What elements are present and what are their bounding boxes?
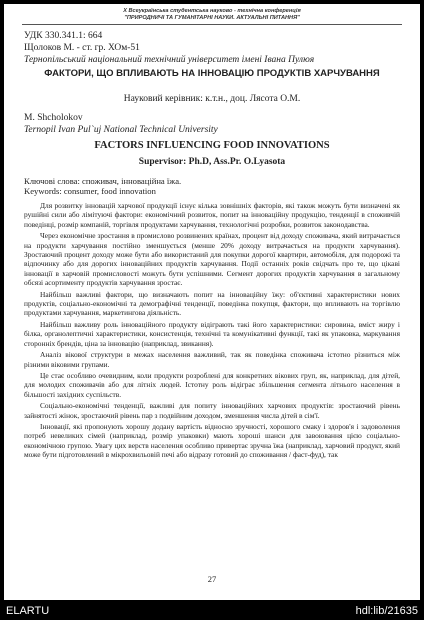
header-divider — [22, 24, 402, 25]
supervisor-uk: Науковий керівник: к.т.н., доц. Лясота О.М. — [123, 94, 301, 104]
paragraph: Це стає особливо очевидним, коли продукти розроблені для конкретних вікових груп, як, наприклад, для дітей, для молодих споживачів або для літніх людей. Істотну роль відіграє збільшення сегмента літнього населення в більшості західних суспільств. — [24, 370, 400, 399]
title-en: FACTORS INFLUENCING FOOD INNOVATIONS — [94, 140, 330, 151]
paragraph: Найбільш важливі фактори, що визначають попит на інноваційну їжу: об'єктивні характеристики нових продуктів, соціально-економічні та демографічні тенденції, поведінка покупця, фактори, що впливають на торгівлю продуктами харчування, маркетингова діяльність. — [24, 289, 400, 318]
paragraph: Аналіз вікової структури в межах населення важливий, так як поведінка споживача істотно різниться між різними віковими групами. — [24, 350, 400, 369]
affiliation-en: Ternopil Ivan Pul`uj National Technical University — [24, 125, 218, 135]
handle-label: hdl:lib/21635 — [355, 605, 418, 617]
keywords-en: Keywords: consumer, food innovation — [24, 186, 156, 196]
document-page — [4, 4, 420, 600]
repository-label: ELARTU — [6, 605, 50, 617]
paragraph: Соціально-економічні тенденції, важливі для попиту інноваційних харчових продуктів: зростаючий рівень зайнятості жінок, зростаючий рівень пар з подвійним доходом, зменшення числа дітей в сім'ї. — [24, 401, 400, 420]
conference-header — [4, 8, 420, 22]
supervisor-en: Supervisor: Ph.D, Ass.Pr. O.Lyasota — [138, 157, 286, 167]
page-number: 27 — [207, 574, 217, 584]
keywords-uk: Ключові слова: споживач, інноваційна їжа. — [24, 176, 182, 186]
body-text — [24, 201, 400, 462]
paragraph: Найбільш важливу роль інноваційного продукту відіграють такі його характеристики: сировина, вміст жиру і білка, органолептичні характеристики, консистенція, технічні та комунікативні функції, такі як упаковка, маркування сторонніх брендів, ціна за інновацію (наприклад, звикання). — [24, 319, 400, 348]
conference-header-line1: Х Всеукраїнська студентська науково - технічна конференція — [123, 8, 301, 14]
paragraph: Для розвитку інновацій харчової продукції існує кілька зовнішніх факторів, які також можуть бути визначені як рушійні сили або лімітуючі фактори: економічний розвиток, попит на інноваційну продукцію, тенденції в споживчій поведінці, розмір компаній, торгівля продуктами харчування, технологічні розробки, розвиток законодавства. — [24, 201, 400, 229]
paragraph: Через економічне зростання в промислово розвинених країнах, процент від доходу споживача, який витрачається на продукти харчування постійно зменшується (менше 20% доходу витрачається на продукти харчування). Зростаючий процент доходу може бути або використаний для покупки дорогої квартири, автомобіля, для подорожі та відпочинку або для дорогих інноваційних продуктів харчування. Події останніх років свідчать про те, що цікаві інновації в харчовій промисловості можуть бути успішними. Сегмент дорогих продуктів харчування в загальному обсязі асортименту продуктів харчування зростає. — [24, 231, 400, 288]
paragraph: Інновації, які пропонують хорошу додану вартість відносно зручності, хорошого смаку і здоров'я і задоволення потреб невеликих сімей (наприклад, розмір упаковки) мають хороші шанси для завоювання цією соціально-економічною групою. Увагу цих верств населення особливо привертає зручна їжа (наприклад, харчовий продукт, який може бути підготовлений в мікрохвильовій печі або відразу готовий до споживання / фаст-фуд), так — [24, 421, 400, 460]
conference-header-line2: "ПРИРОДНИЧІ ТА ГУМАНІТАРНІ НАУКИ. АКТУАЛЬНІ ПИТАННЯ" — [124, 15, 300, 21]
title-uk: ФАКТОРИ, ЩО ВПЛИВАЮТЬ НА ІННОВАЦІЮ ПРОДУКТІВ ХАРЧУВАННЯ — [44, 68, 380, 79]
udc-code: УДК 330.341.1: 664 — [24, 31, 103, 41]
author-en: M. Shcholokov — [24, 113, 83, 123]
affiliation-uk: Тернопільський національний технічний університет імені Івана Пулюя — [24, 55, 315, 65]
author-uk: Щолоков М. - ст. гр. ХОм-51 — [24, 43, 140, 53]
